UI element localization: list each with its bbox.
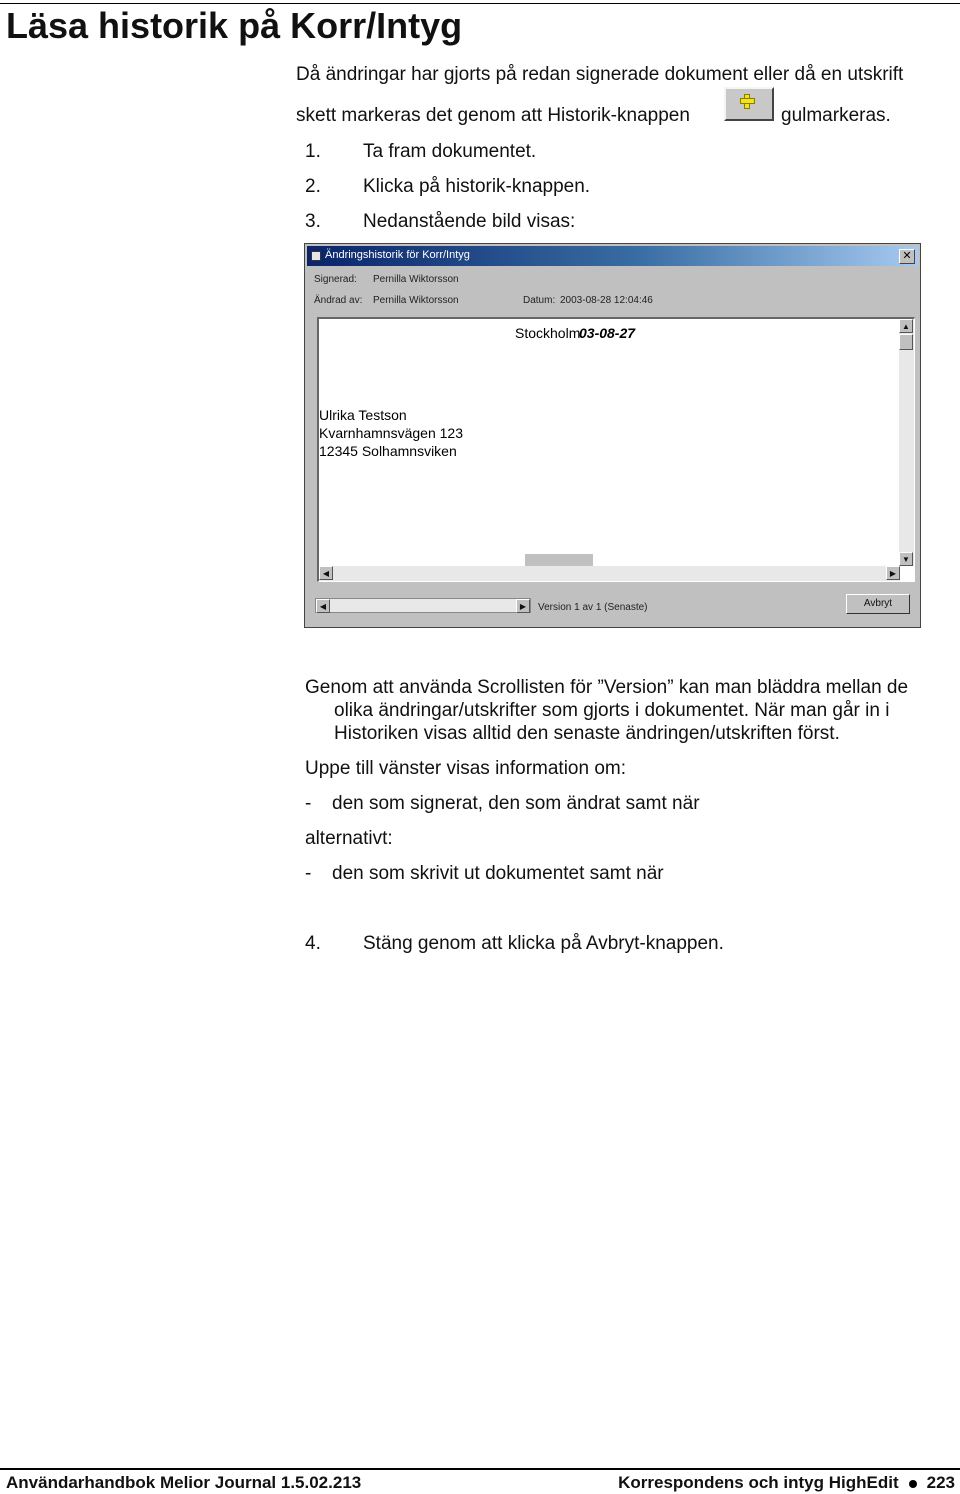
step-3-num: 3. xyxy=(305,211,321,232)
address-name: Ulrika Testson xyxy=(319,407,407,423)
doc-place: Stockholm xyxy=(515,325,581,341)
scroll-left-icon[interactable]: ◀ xyxy=(319,566,333,580)
signed-label: Signerad: xyxy=(314,274,357,285)
window-icon xyxy=(311,251,321,261)
step-3-text: Nedanstående bild visas: xyxy=(363,211,576,232)
horizontal-scrollbar[interactable] xyxy=(319,566,900,581)
changed-label: Ändrad av: xyxy=(314,295,363,306)
page-break-marker xyxy=(525,554,593,566)
history-dialog xyxy=(304,243,921,628)
plus-icon xyxy=(740,94,754,108)
dash-2: - xyxy=(305,863,312,884)
footer-rule xyxy=(0,1468,960,1470)
version-scrollbar[interactable] xyxy=(315,598,531,613)
scroll-right-icon[interactable]: ▶ xyxy=(886,566,900,580)
vertical-scrollbar[interactable] xyxy=(899,319,914,566)
step-4-text: Stäng genom att klicka på Avbryt-knappen. xyxy=(363,933,724,954)
step-2-num: 2. xyxy=(305,176,321,197)
version-next-icon[interactable]: ▶ xyxy=(516,599,530,613)
version-prev-icon[interactable]: ◀ xyxy=(316,599,330,613)
dialog-title: Ändringshistorik för Korr/Intyg xyxy=(325,249,470,261)
intro-line-1: Då ändringar har gjorts på redan signerade dokument eller då en utskrift xyxy=(296,64,904,85)
step-1-num: 1. xyxy=(305,141,321,162)
scroll-up-icon[interactable]: ▲ xyxy=(899,319,913,333)
document-preview[interactable] xyxy=(317,317,915,582)
scroll-thumb[interactable] xyxy=(899,334,913,350)
page-number: 223 xyxy=(926,1473,955,1492)
alternative-text: alternativt: xyxy=(305,828,393,849)
date-label: Datum: xyxy=(523,295,556,306)
body-p1-line2: olika ändringar/utskrifter som gjorts i dokumentet. När man går in i xyxy=(334,700,890,721)
body-p1-line3: Historiken visas alltid den senaste ändringen/utskriften först. xyxy=(334,723,840,744)
doc-date: 03-08-27 xyxy=(579,325,636,341)
footer-left: Användarhandbok Melior Journal 1.5.02.213 xyxy=(6,1473,362,1492)
changed-value: Pernilla Wiktorsson xyxy=(373,295,459,306)
footer-section: Korrespondens och intyg HighEdit xyxy=(618,1473,899,1492)
cancel-button[interactable]: Avbryt xyxy=(846,594,910,614)
dialog-titlebar xyxy=(307,246,918,266)
step-4-num: 4. xyxy=(305,933,321,954)
footer-right xyxy=(618,1473,955,1493)
history-button[interactable] xyxy=(724,87,774,121)
bullet-icon xyxy=(909,1480,917,1488)
list-item-2: den som skrivit ut dokumentet samt när xyxy=(332,863,664,884)
list-item-1: den som signerat, den som ändrat samt när xyxy=(332,793,700,814)
step-1-text: Ta fram dokumentet. xyxy=(363,141,537,162)
page-title: Läsa historik på Korr/Intyg xyxy=(6,5,463,46)
date-value: 2003-08-28 12:04:46 xyxy=(560,295,653,306)
body-p1-line1: Genom att använda Scrollisten för ”Version” kan man bläddra mellan de xyxy=(305,677,909,698)
body-p2: Uppe till vänster visas information om: xyxy=(305,758,627,779)
close-icon[interactable]: ✕ xyxy=(899,249,915,264)
address-city: 12345 Solhamnsviken xyxy=(319,443,457,459)
step-2-text: Klicka på historik-knappen. xyxy=(363,176,591,197)
scroll-down-icon[interactable]: ▼ xyxy=(899,552,913,566)
address-street: Kvarnhamnsvägen 123 xyxy=(319,425,463,441)
signed-value: Pernilla Wiktorsson xyxy=(373,274,459,285)
version-label: Version 1 av 1 (Senaste) xyxy=(538,602,648,613)
intro-line-2-end: gulmarkeras. xyxy=(781,105,891,126)
intro-line-2: skett markeras det genom att Historik-knappen xyxy=(296,105,690,126)
dash-1: - xyxy=(305,793,312,814)
